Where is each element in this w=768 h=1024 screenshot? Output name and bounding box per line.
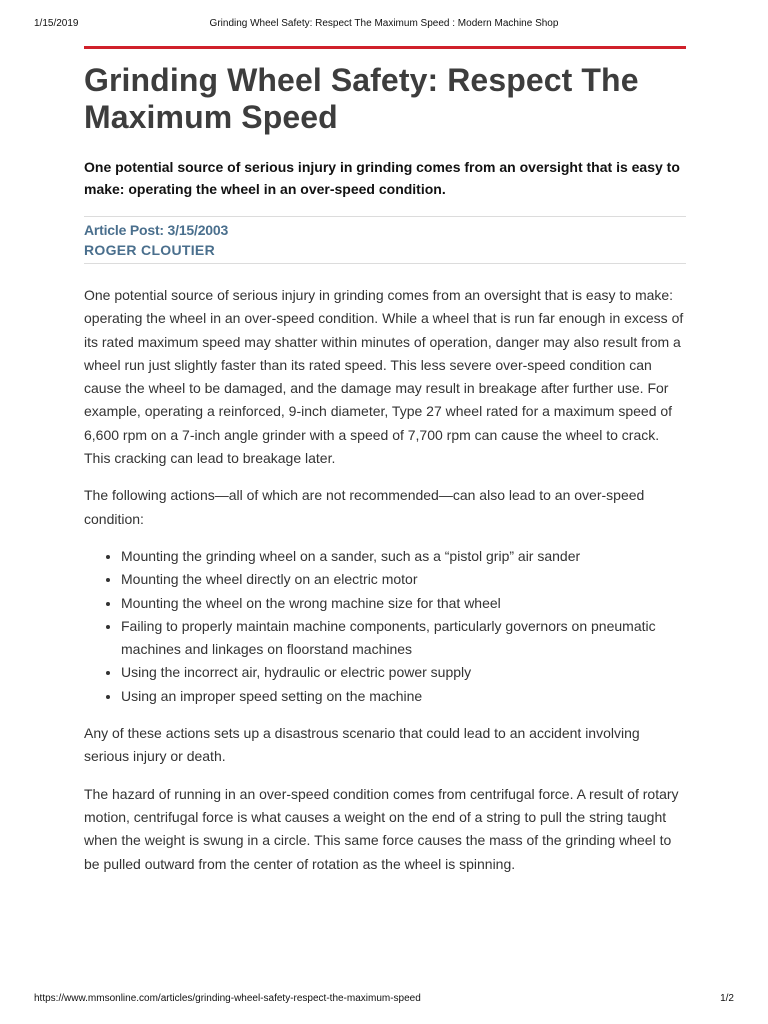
article-body: [84, 284, 686, 876]
body-paragraph: One potential source of serious injury in grinding comes from an oversight that is easy to make: operating the wheel in an over-speed condition. While a wheel that is run far enough in excess of its rated maximum speed may shatter within minutes of operation, danger may also result from a wheel run just slightly faster than its rated speed. This less severe over-speed condition can cause the wheel to be damaged, and the damage may result in breakage after further use. For example, operating a reinforced, 9-inch diameter, Type 27 wheel rated for a maximum speed of 6,600 rpm on a 7-inch angle grinder with a speed of 7,700 rpm can cause the wheel to crack. This cracking can lead to breakage later.: [84, 287, 684, 467]
list-item: • Mounting the grinding wheel on a sander, such as a “pistol grip” air sander: [121, 545, 686, 568]
body-paragraph: The following actions—all of which are not recommended—can also lead to an over-speed condition:: [84, 487, 645, 527]
print-page-number: 1/2: [720, 993, 734, 1004]
list-item: • Using the incorrect air, hydraulic or electric power supply: [121, 661, 686, 684]
article-post-date: Article Post: 3/15/2003: [84, 222, 229, 238]
body-paragraph: The hazard of running in an over-speed condition comes from centrifugal force. A result of rotary motion, centrifugal force is what causes a weight on the end of a string to pull the string taught when the weight is swung in a circle. This same force causes the mass of the grinding wheel to be pulled outward from the center of rotation as the wheel is spinning.: [84, 785, 679, 872]
list-item: • Mounting the wheel on the wrong machine size for that wheel: [121, 592, 686, 615]
list-item: • Mounting the wheel directly on an electric motor: [121, 568, 686, 591]
title-accent-rule: [84, 46, 686, 49]
list-item: • Failing to properly maintain machine components, particularly governors on pneumatic machines and linkages on floorstand machines: [121, 615, 686, 662]
print-url: https://www.mmsonline.com/articles/grinding-wheel-safety-respect-the-maximum-speed: [34, 993, 421, 1004]
body-paragraph: Any of these actions sets up a disastrous scenario that could lead to an accident involving serious injury or death.: [84, 725, 640, 765]
overspeed-actions-list: [84, 545, 686, 708]
print-page-title: Grinding Wheel Safety: Respect The Maximum Speed : Modern Machine Shop: [209, 18, 559, 29]
article-deck: One potential source of serious injury in grinding comes from an oversight that is easy to make: operating the wheel in an over-speed condition.: [84, 159, 680, 197]
article-title: Grinding Wheel Safety: Respect The Maximum Speed: [84, 62, 639, 135]
list-item: • Using an improper speed setting on the machine: [121, 685, 686, 708]
article-author-link[interactable]: ROGER CLOUTIER: [84, 242, 215, 258]
article-meta: [84, 216, 686, 264]
print-date: 1/15/2019: [34, 18, 79, 29]
article: [84, 46, 686, 890]
